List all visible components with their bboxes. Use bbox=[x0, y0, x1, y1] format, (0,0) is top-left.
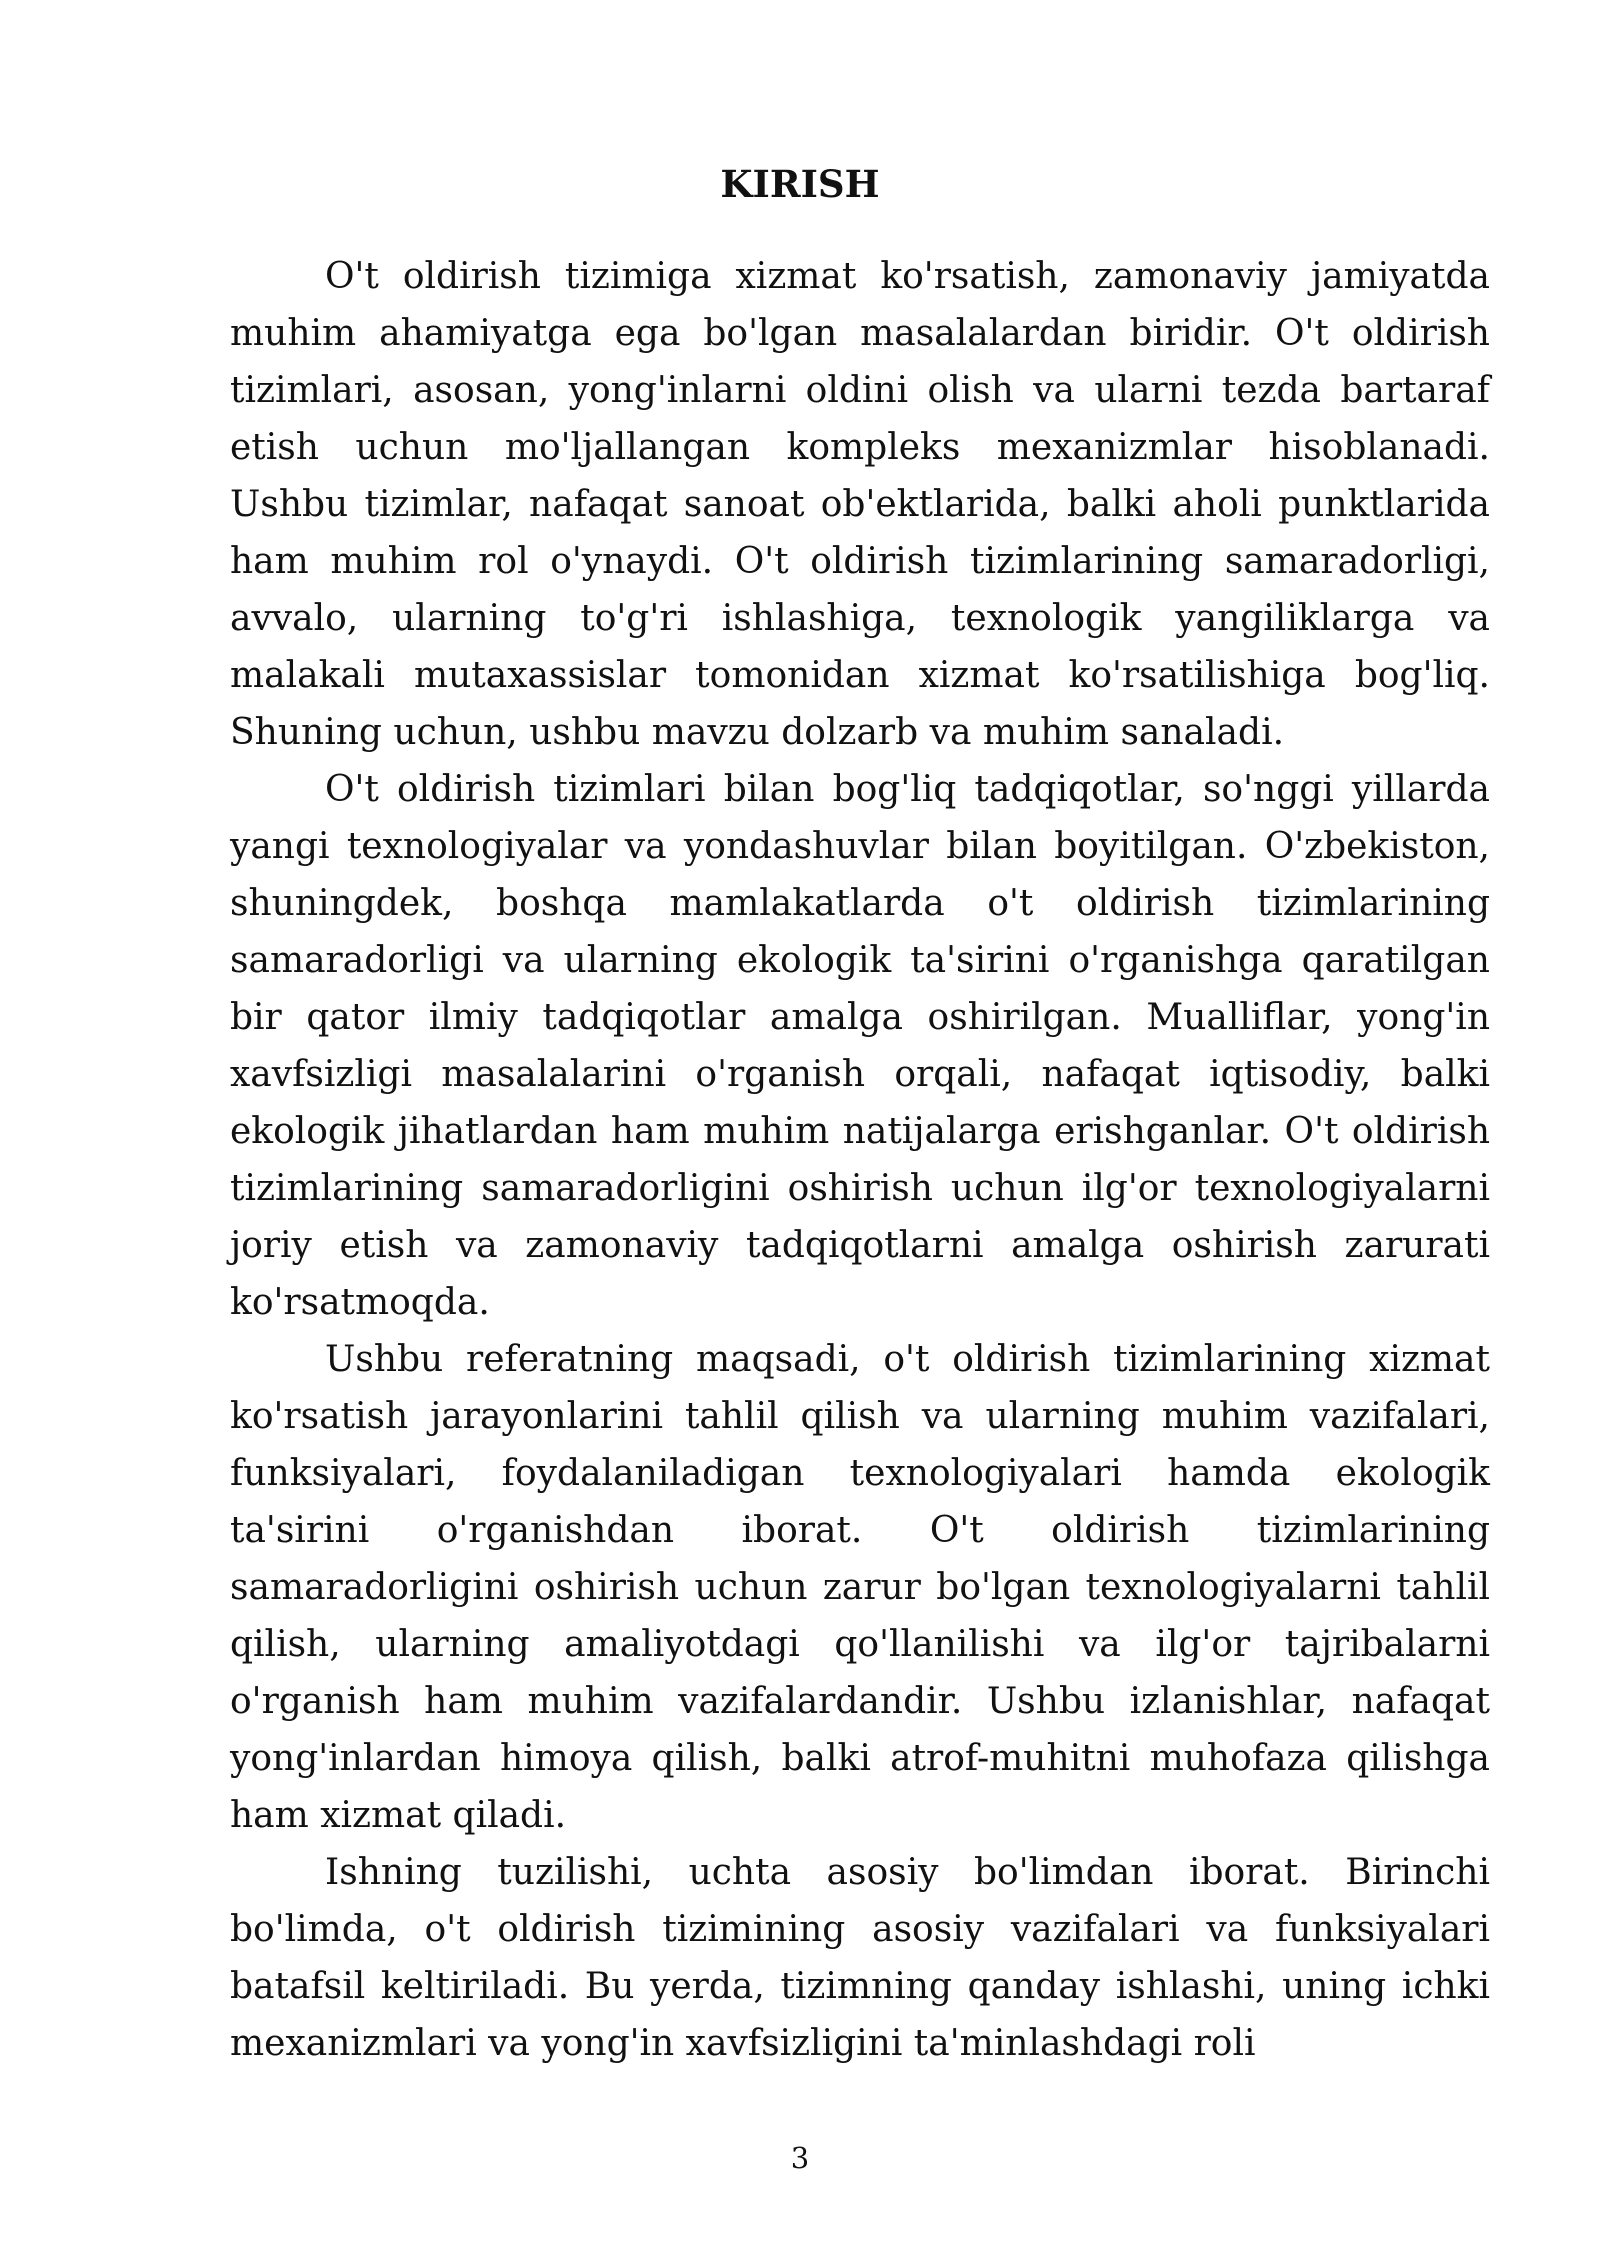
paragraph: Ishning tuzilishi, uchta asosiy bo'limdan iborat. Birinchi bo'limda, o't oldirish tizimining asosiy vazifalari va funksiyalari batafsil keltiriladi. Bu yerda, tizimning qanday ishlashi, uning ichki mexanizmlari va yong'in xavfsizligini ta'minlashdagi roli bbox=[230, 1852, 1490, 2064]
page-number: 3 bbox=[790, 2141, 810, 2175]
paragraph: Ushbu referatning maqsadi, o't oldirish tizimlarining xizmat ko'rsatish jarayonlarini tahlil qilish va ularning muhim vazifalari, funksiyalari, foydalaniladigan texnologiyalari hamda ekologik ta'sirini o'rganishdan iborat. O't oldirish tizimlarining samaradorligini oshirish uchun zarur bo'lgan texnologiyalarni tahlil qilish, ularning amaliyotdagi qo'llanilishi va ilg'or tajribalarni o'rganish ham muhim vazifalardandir. Ushbu izlanishlar, nafaqat yong'inlardan himoya qilish, balki atrof-muhitni muhofaza qilishga ham xizmat qiladi. bbox=[230, 1339, 1490, 1836]
paragraph: O't oldirish tizimiga xizmat ko'rsatish, zamonaviy jamiyatda muhim ahamiyatga ega bo'lgan masalalardan biridir. O't oldirish tizimlari, asosan, yong'inlarni oldini olish va ularni tezda bartaraf etish uchun mo'ljallangan kompleks mexanizmlar hisoblanadi. Ushbu tizimlar, nafaqat sanoat ob'ektlarida, balki aholi punktlarida ham muhim rol o'ynaydi. O't oldirish tizimlarining samaradorligi, avvalo, ularning to'g'ri ishlashiga, texnologik yangiliklarga va malakali mutaxassislar tomonidan xizmat ko'rsatilishiga bog'liq. Shuning uchun, ushbu mavzu dolzarb va muhim sanaladi. bbox=[230, 256, 1490, 753]
paragraph: O't oldirish tizimlari bilan bog'liq tadqiqotlar, so'nggi yillarda yangi texnologiyalar va yondashuvlar bilan boyitilgan. O'zbekiston, shuningdek, boshqa mamlakatlarda o't oldirish tizimlarining samaradorligi va ularning ekologik ta'sirini o'rganishga qaratilgan bir qator ilmiy tadqiqotlar amalga oshirilgan. Mualliflar, yong'in xavfsizligi masalalarini o'rganish orqali, nafaqat iqtisodiy, balki ekologik jihatlardan ham muhim natijalarga erishganlar. O't oldirish tizimlarining samaradorligini oshirish uchun ilg'or texnologiyalarni joriy etish va zamonaviy tadqiqotlarni amalga oshirish zarurati ko'rsatmoqda. bbox=[230, 769, 1490, 1323]
body-text bbox=[230, 248, 1490, 2072]
section-heading: KIRISH bbox=[720, 162, 880, 206]
